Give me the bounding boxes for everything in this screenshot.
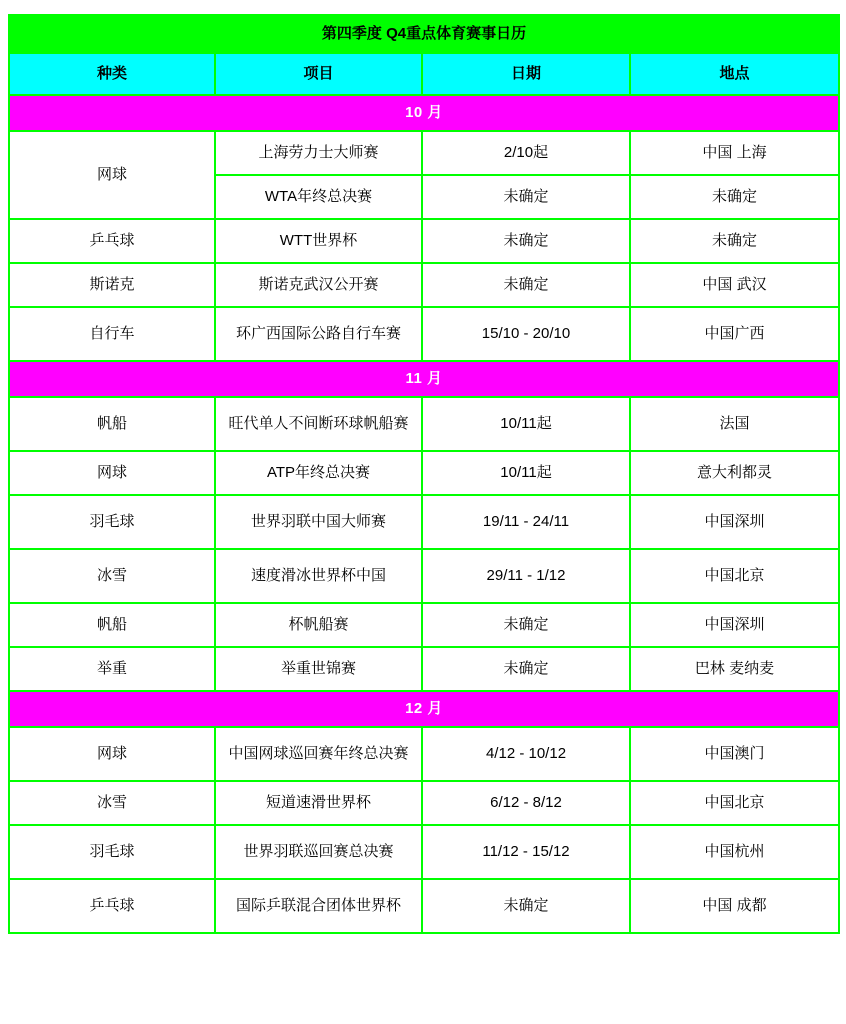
cell-event: WTT世界杯 <box>215 219 422 263</box>
cell-event: 世界羽联中国大师赛 <box>215 495 422 549</box>
table-header-row <box>9 53 839 95</box>
cell-category: 冰雪 <box>9 549 215 603</box>
cell-date: 6/12 - 8/12 <box>422 781 630 825</box>
page-title: 第四季度 Q4重点体育赛事日历 <box>9 15 839 53</box>
column-header-date: 日期 <box>422 53 630 95</box>
cell-category: 网球 <box>9 451 215 495</box>
cell-date: 29/11 - 1/12 <box>422 549 630 603</box>
table-row <box>9 131 839 175</box>
cell-date: 15/10 - 20/10 <box>422 307 630 361</box>
cell-event: 环广西国际公路自行车赛 <box>215 307 422 361</box>
cell-event: 短道速滑世界杯 <box>215 781 422 825</box>
table-row <box>9 825 839 879</box>
cell-event: 中国网球巡回赛年终总决赛 <box>215 727 422 781</box>
table-title-row <box>9 15 839 53</box>
cell-event: 世界羽联巡回赛总决赛 <box>215 825 422 879</box>
cell-category: 举重 <box>9 647 215 691</box>
table-body <box>9 15 839 933</box>
table-row <box>9 495 839 549</box>
cell-date: 10/11起 <box>422 397 630 451</box>
month-label: 10 月 <box>9 95 839 131</box>
cell-location: 意大利都灵 <box>630 451 839 495</box>
month-label: 11 月 <box>9 361 839 397</box>
column-header-location: 地点 <box>630 53 839 95</box>
cell-category: 斯诺克 <box>9 263 215 307</box>
table-row <box>9 549 839 603</box>
column-header-category: 种类 <box>9 53 215 95</box>
cell-date: 19/11 - 24/11 <box>422 495 630 549</box>
column-header-event: 项目 <box>215 53 422 95</box>
cell-location: 中国 上海 <box>630 131 839 175</box>
month-label: 12 月 <box>9 691 839 727</box>
cell-category: 帆船 <box>9 603 215 647</box>
cell-category: 羽毛球 <box>9 495 215 549</box>
cell-event: WTA年终总决赛 <box>215 175 422 219</box>
cell-date: 未确定 <box>422 175 630 219</box>
table-row <box>9 603 839 647</box>
cell-category: 自行车 <box>9 307 215 361</box>
table-row <box>9 307 839 361</box>
cell-location: 中国北京 <box>630 549 839 603</box>
table-row <box>9 727 839 781</box>
cell-location: 巴林 麦纳麦 <box>630 647 839 691</box>
cell-category: 乒乓球 <box>9 219 215 263</box>
cell-event: 国际乒联混合团体世界杯 <box>215 879 422 933</box>
table-row <box>9 781 839 825</box>
cell-location: 未确定 <box>630 175 839 219</box>
table-row <box>9 647 839 691</box>
cell-date: 4/12 - 10/12 <box>422 727 630 781</box>
table-row <box>9 397 839 451</box>
cell-event: 杯帆船赛 <box>215 603 422 647</box>
cell-category: 帆船 <box>9 397 215 451</box>
cell-category: 网球 <box>9 727 215 781</box>
cell-location: 中国杭州 <box>630 825 839 879</box>
table-row <box>9 879 839 933</box>
month-header-row <box>9 95 839 131</box>
cell-category: 冰雪 <box>9 781 215 825</box>
month-header-row <box>9 691 839 727</box>
table-row <box>9 219 839 263</box>
cell-event: 举重世锦赛 <box>215 647 422 691</box>
cell-location: 中国深圳 <box>630 603 839 647</box>
cell-location: 中国 成都 <box>630 879 839 933</box>
cell-date: 未确定 <box>422 603 630 647</box>
cell-date: 未确定 <box>422 879 630 933</box>
table-row <box>9 451 839 495</box>
cell-location: 中国广西 <box>630 307 839 361</box>
cell-date: 2/10起 <box>422 131 630 175</box>
cell-date: 未确定 <box>422 263 630 307</box>
table-row <box>9 263 839 307</box>
q4-sports-calendar-table <box>8 14 840 934</box>
cell-location: 中国深圳 <box>630 495 839 549</box>
cell-location: 法国 <box>630 397 839 451</box>
cell-event: 斯诺克武汉公开赛 <box>215 263 422 307</box>
cell-event: 速度滑冰世界杯中国 <box>215 549 422 603</box>
cell-event: 上海劳力士大师赛 <box>215 131 422 175</box>
cell-date: 11/12 - 15/12 <box>422 825 630 879</box>
cell-category: 乒乓球 <box>9 879 215 933</box>
cell-event: 旺代单人不间断环球帆船赛 <box>215 397 422 451</box>
cell-category: 羽毛球 <box>9 825 215 879</box>
cell-location: 中国澳门 <box>630 727 839 781</box>
cell-date: 未确定 <box>422 647 630 691</box>
cell-event: ATP年终总决赛 <box>215 451 422 495</box>
cell-location: 未确定 <box>630 219 839 263</box>
cell-category: 网球 <box>9 131 215 219</box>
month-header-row <box>9 361 839 397</box>
cell-location: 中国 武汉 <box>630 263 839 307</box>
cell-date: 10/11起 <box>422 451 630 495</box>
cell-location: 中国北京 <box>630 781 839 825</box>
cell-date: 未确定 <box>422 219 630 263</box>
